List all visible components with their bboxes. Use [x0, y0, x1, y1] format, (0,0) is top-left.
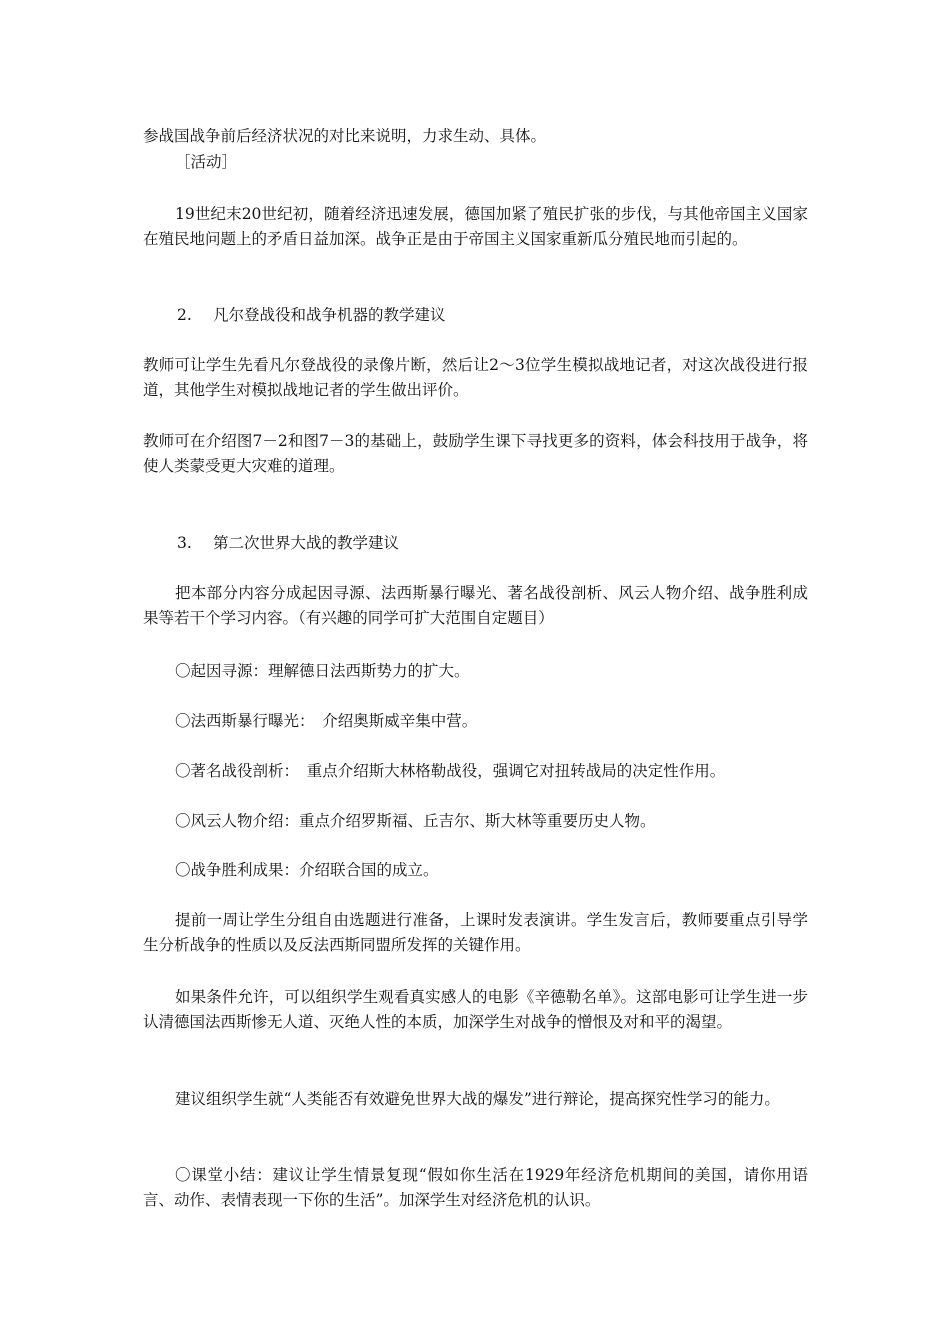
paragraph-debate: 建议组织学生就“人类能否有效避免世界大战的爆发”进行辩论，提高探究性学习的能力。	[175, 1090, 780, 1108]
list-item-battles: 〇著名战役剖析： 重点介绍斯大林格勒战役，强调它对扭转战局的决定性作用。	[175, 762, 726, 780]
activity-label: ［活动］	[175, 153, 238, 171]
section-heading-ww2	[177, 531, 808, 556]
paragraph-colonial-expansion: 19世纪末20世纪初，随着经济迅速发展，德国加紧了殖民扩张的步伐，与其他帝国主义国家在殖民地问题上的矛盾日益加深。战争正是由于帝国主义国家重新瓜分殖民地而引起的。	[143, 205, 808, 248]
list-item-figures: 〇风云人物介绍：重点介绍罗斯福、丘吉尔、斯大林等重要历史人物。	[175, 812, 656, 830]
paragraph-class-summary: 〇课堂小结：建议让学生情景复现“假如你生活在1929年经济危机期间的美国，请你用语言、动作、表情表现一下你的生活”。加深学生对经济危机的认识。	[143, 1166, 808, 1209]
paragraph-study-topics: 把本部分内容分成起因寻源、法西斯暴行曝光、著名战役剖析、风云人物介绍、战争胜利成果等若干个学习内容。（有兴趣的同学可扩大范围自定题目）	[143, 584, 808, 627]
section-number: 2.	[177, 306, 192, 324]
list-item-causes: 〇起因寻源：理解德日法西斯势力的扩大。	[175, 662, 470, 680]
paragraph-schindlers-list: 如果条件允许，可以组织学生观看真实感人的电影《辛德勒名单》。这部电影可让学生进一步认清德国法西斯惨无人道、灭绝人性的本质，加深学生对战争的憎恨及对和平的渴望。	[143, 988, 808, 1031]
paragraph-group-presentation: 提前一周让学生分组自由选题进行准备，上课时发表演讲。学生发言后，教师要重点引导学生分析战争的性质以及反法西斯同盟所发挥的关键作用。	[143, 911, 808, 954]
section-number: 3.	[177, 534, 192, 552]
paragraph-intro-continued: 参战国战争前后经济状况的对比来说明，力求生动、具体。	[143, 127, 547, 145]
section-title: 第二次世界大战的教学建议	[213, 534, 400, 552]
paragraph-technology-war: 教师可在介绍图7－2和图7－3的基础上，鼓励学生课下寻找更多的资料，体会科技用于战争，将使人类蒙受更大灾难的道理。	[143, 432, 808, 475]
paragraph-verdun-video: 教师可让学生先看凡尔登战役的录像片断，然后让2～3位学生模拟战地记者，对这次战役进行报道，其他学生对模拟战地记者的学生做出评价。	[143, 356, 808, 399]
list-item-results: 〇战争胜利成果：介绍联合国的成立。	[175, 861, 439, 879]
section-heading-verdun	[177, 303, 808, 328]
section-title: 凡尔登战役和战争机器的教学建议	[213, 306, 446, 324]
list-item-atrocities: 〇法西斯暴行曝光： 介绍奥斯威辛集中营。	[175, 712, 478, 730]
